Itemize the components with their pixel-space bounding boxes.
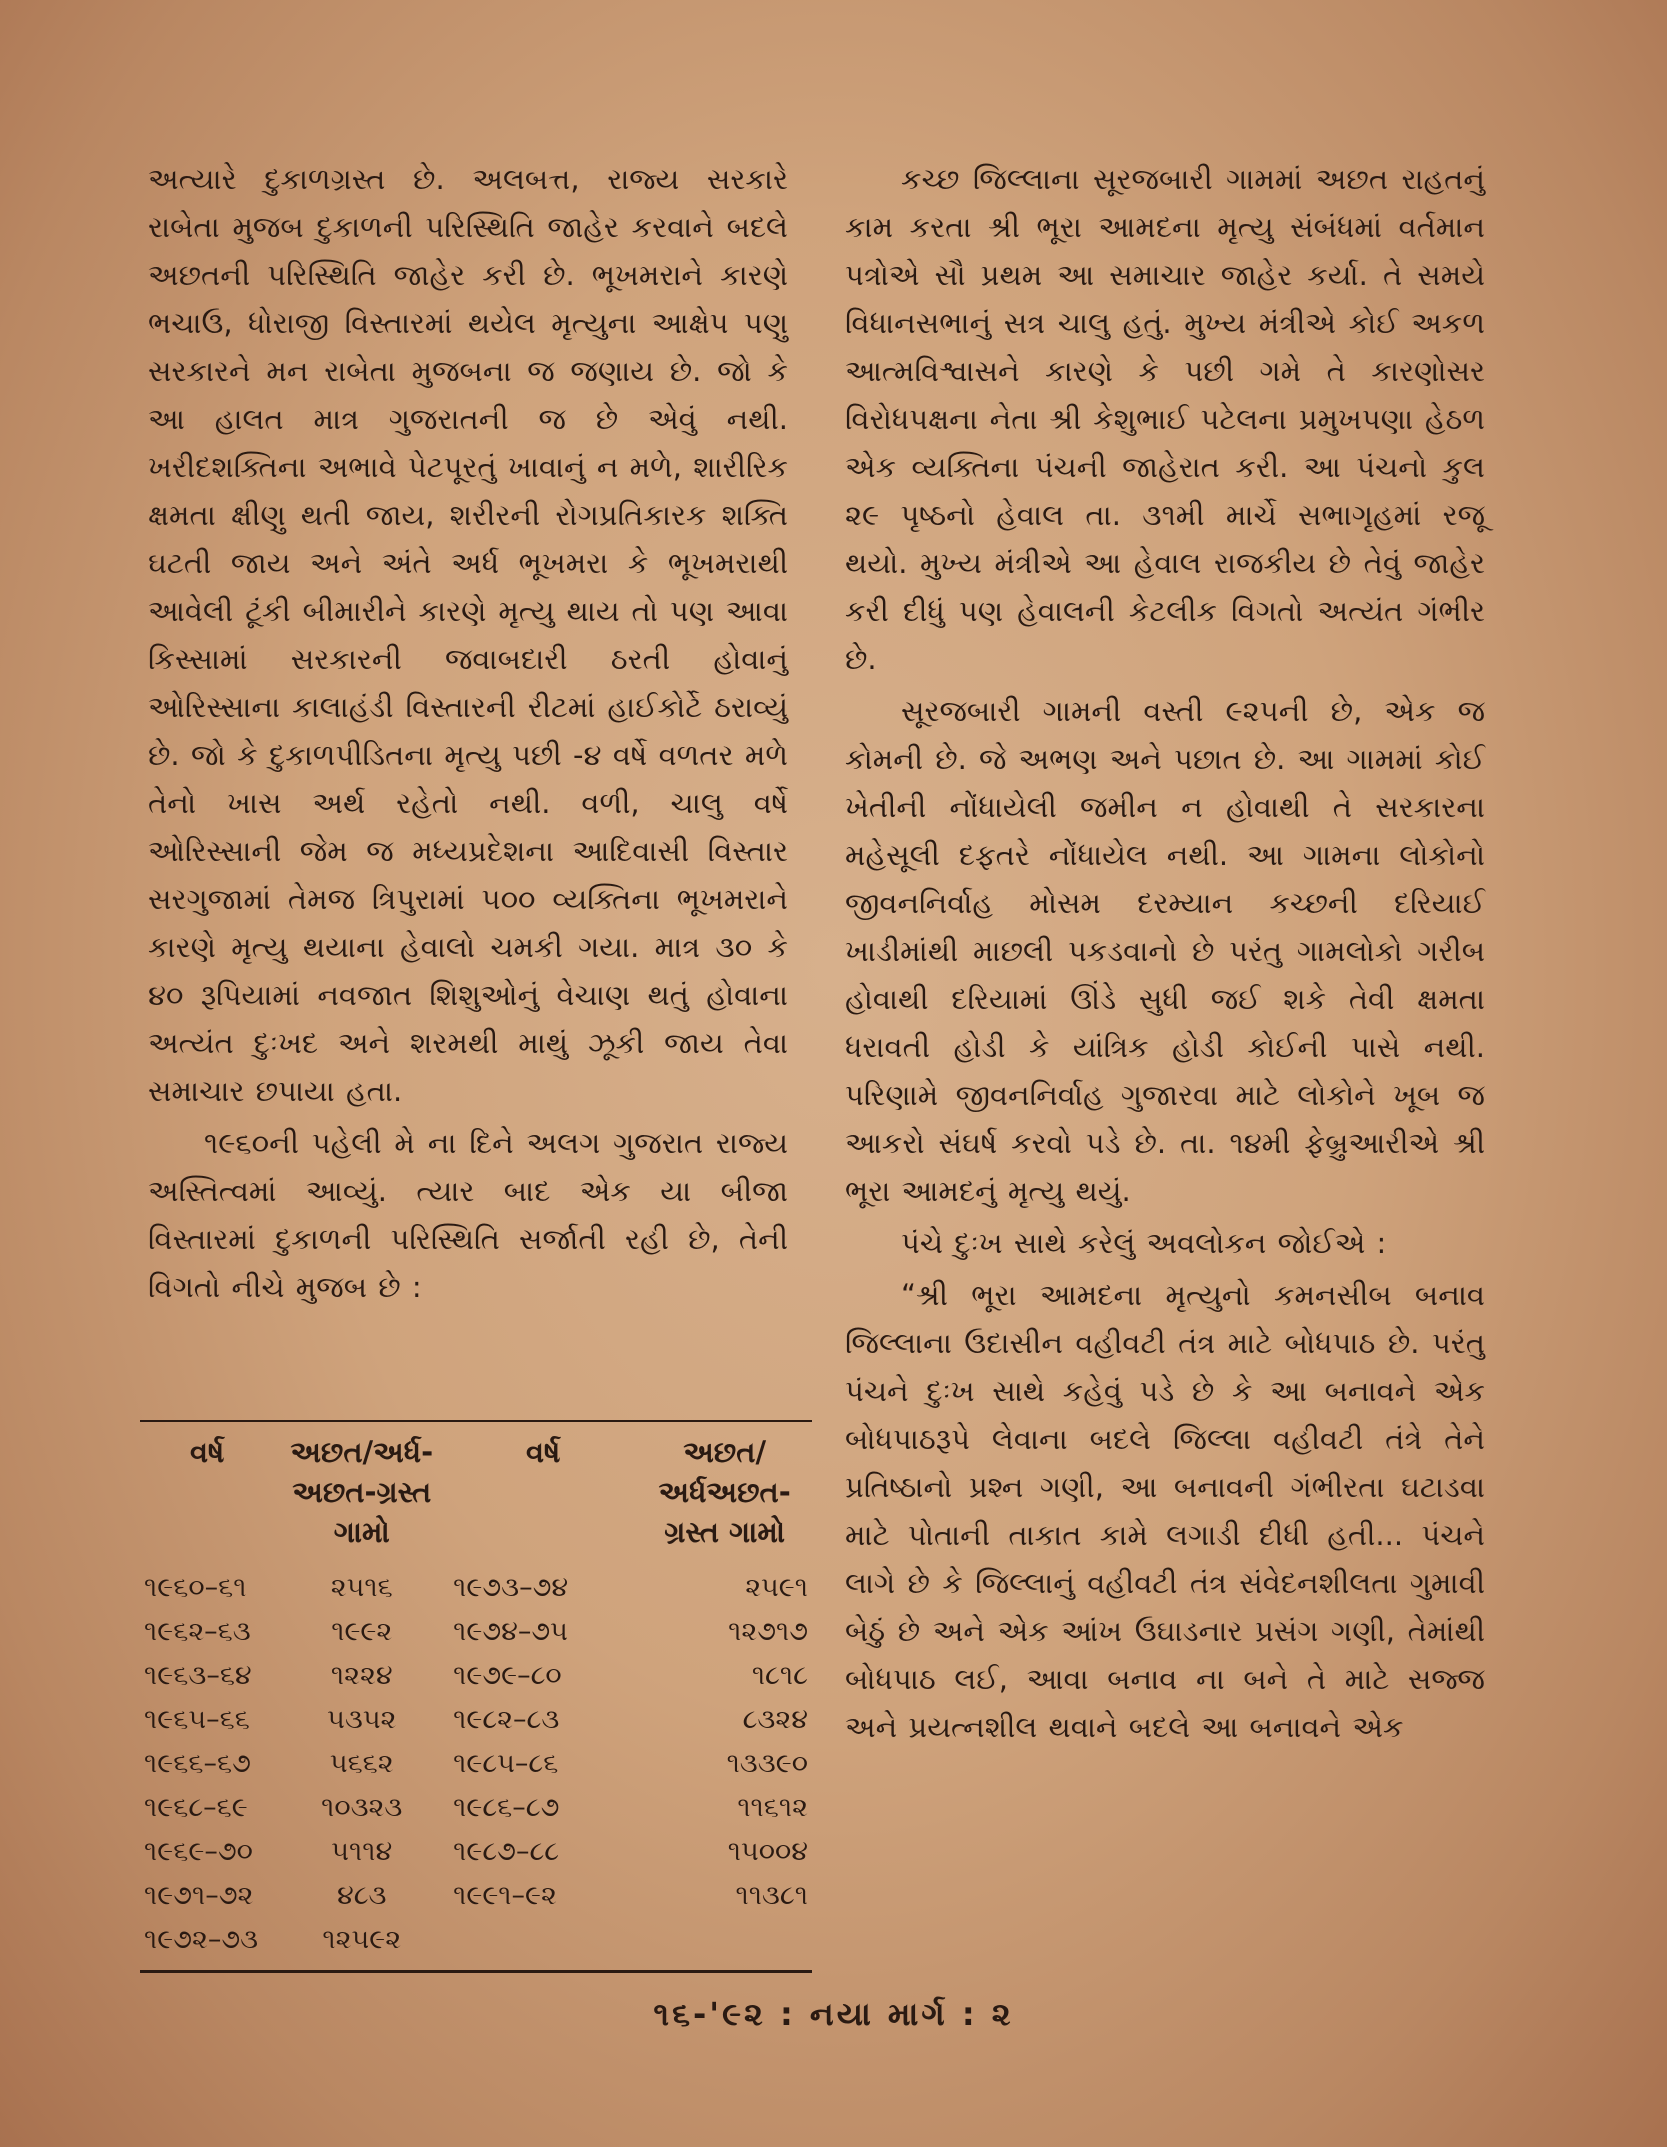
- table-row: [140, 1874, 812, 1918]
- table-cell: ૧૯૭૯–૮૦: [453, 1660, 562, 1691]
- table-cell: ૧૯૬૬–૬૭: [144, 1748, 251, 1779]
- table-row: [140, 1698, 812, 1742]
- table-row: [140, 1610, 812, 1654]
- table-cell: ૧૯૮૭–૮૮: [453, 1836, 560, 1867]
- table-cell: ૧૯૬૦–૬૧: [144, 1572, 247, 1603]
- table-cell: ૧૯૮૨–૮૩: [453, 1704, 560, 1735]
- table-cell: ૧૯૬૯–૭૦: [144, 1836, 253, 1867]
- table-cell: ૧૯૭૩–૭૪: [453, 1572, 569, 1603]
- table-row: [140, 1918, 812, 1962]
- page-footer: ૧૬-'૯૨ : નયા માર્ગ : ૨: [653, 1995, 1014, 2033]
- table-cell: ૧૯૯૨: [331, 1616, 393, 1647]
- table-cell: ૧૮૧૮: [751, 1660, 808, 1691]
- table-cell: ૧૦૩૨૩: [321, 1792, 403, 1823]
- table-cell: ૧૯૭૪–૭૫: [453, 1616, 568, 1647]
- header-villages-2: અછત/અર્ધઅછત-ગ્રસ્ત ગામો: [658, 1435, 791, 1549]
- table-cell: ૧૯૬૫–૬૬: [144, 1704, 250, 1735]
- table-cell: ૧૧૬૧૨: [737, 1792, 808, 1823]
- header-villages-1: અછત/અર્ધ-અછત-ગ્રસ્ત ગામો: [290, 1435, 434, 1549]
- table-cell: [637, 1918, 812, 1962]
- table-bottom-rule: [140, 1970, 812, 1973]
- famine-villages-table: [140, 1420, 812, 1973]
- header-year-2: વર્ષ: [526, 1435, 561, 1469]
- table-cell: ૧૯૮૫–૮૬: [453, 1748, 559, 1779]
- table-cell: ૧૨૫૯૨: [322, 1924, 402, 1955]
- table-row: [140, 1742, 812, 1786]
- table-cell: ૧૧૩૮૧: [735, 1880, 808, 1911]
- right-column: [845, 155, 1485, 1755]
- table-cell: ૪૮૩: [336, 1880, 387, 1911]
- table-row: [140, 1830, 812, 1874]
- table-cell: ૨૫૯૧: [745, 1572, 808, 1603]
- table-row: [140, 1566, 812, 1610]
- table-row: [140, 1786, 812, 1830]
- table-cell: ૧૯૬૨–૬૩: [144, 1616, 251, 1647]
- table-header-row: [140, 1432, 812, 1566]
- table-top-rule: [140, 1420, 812, 1422]
- left-paragraph-1: અત્યારે દુકાળગ્રસ્ત છે. અલબત્ત, રાજ્ય સરકારે રાબેતા મુજબ દુકાળની પરિસ્થિતિ જાહેર કરવાને બદલે અછતની પરિસ્થિતિ જાહેર કરી છે. ભૂખમરાને કારણે ભચાઉ, ધોરાજી વિસ્તારમાં થયેલ મૃત્યુના આક્ષેપ પણુ સરકારને મન રાબેતા મુજબના જ જણાય છે. જો કે આ હાલત માત્ર ગુજરાતની જ છે એવું નથી. ખરીદશક્તિના અભાવે પેટપૂરતું ખાવાનું ન મળે, શારીરિક ક્ષમતા ક્ષીણુ થતી જાય, શરીરની રોગપ્રતિકારક શક્તિ ઘટતી જાય અને અંતે અર્ધ ભૂખમરા કે ભૂખમરાથી આવેલી ટૂંકી બીમારીને કારણે મૃત્યુ થાય તો પણ આવા કિસ્સામાં સરકારની જવાબદારી ઠરતી હોવાનું ઓરિસ્સાના કાલાહંડી વિસ્તારની રીટમાં હાઈકોર્ટે ઠરાવ્યું છે. જો કે દુકાળપીડિતના મૃત્યુ પછી -૪ વર્ષે વળતર મળે તેનો ખાસ અર્થ રહેતો નથી. વળી, ચાલુ વર્ષે ઓરિસ્સાની જેમ જ મધ્યપ્રદેશના આદિવાસી વિસ્તાર સરગુજામાં તેમજ ત્રિપુરામાં ૫૦૦ વ્યક્તિના ભૂખમરાને કારણે મૃત્યુ થયાના હેવાલો ચમકી ગયા. માત્ર ૩૦ કે ૪૦ રૂપિયામાં નવજાત શિશુઓનું વેચાણ થતું હોવાના અત્યંત દુઃખદ અને શરમથી માથું ઝૂકી જાય તેવા સમાચાર છપાયા હતા.: [148, 162, 788, 1108]
- table-cell: ૧૫૦૦૪: [727, 1836, 808, 1867]
- right-paragraph-4: “શ્રી ભૂરા આમદના મૃત્યુનો કમનસીબ બનાવ જિલ્લાના ઉદાસીન વહીવટી તંત્ર માટે બોધપાઠ છે. પરંતુ પંચને દુઃખ સાથે કહેવું પડે છે કે આ બનાવને એક બોધપાઠરૂપે લેવાના બદલે જિલ્લા વહીવટી તંત્રે તેને પ્રતિષ્ઠાનો પ્રશ્ન ગણી, આ બનાવની ગંભીરતા ઘટાડવા માટે પોતાની તાકાત કામે લગાડી દીધી હતી... પંચને લાગે છે કે જિલ્લાનું વહીવટી તંત્ર સંવેદનશીલતા ગુમાવી બેઠું છે અને એક આંખ ઉઘાડનાર પ્રસંગ ગણી, તેમાંથી બોધપાઠ લઈ, આવા બનાવ ના બને તે માટે સજ્જ અને પ્રયત્નશીલ થવાને બદલે આ બનાવને એક: [845, 1278, 1485, 1744]
- right-paragraph-2: સૂરજબારી ગામની વસ્તી ૯૨૫ની છે, એક જ કોમની છે. જે અભણ અને પછાત છે. આ ગામમાં કોઈ ખેતીની નોંધાયેલી જમીન ન હોવાથી તે સરકારના મહેસૂલી દફતરે નોંધાયેલ નથી. આ ગામના લોકોનો જીવનનિર્વાહ મોસમ દરમ્યાન કચ્છની દરિયાઈ ખાડીમાંથી માછલી પકડવાનો છે પરંતુ ગામલોકો ગરીબ હોવાથી દરિયામાં ઊંડે સુધી જઈ શકે તેવી ક્ષમતા ધરાવતી હોડી કે યાંત્રિક હોડી કોઈની પાસે નથી. પરિણામે જીવનનિર્વાહ ગુજારવા માટે લોકોને ખૂબ જ આકરો સંઘર્ષ કરવો પડે છે. તા. ૧૪મી ફેબ્રુઆરીએ શ્રી ભૂરા આમદનું મૃત્યુ થયું.: [845, 694, 1485, 1208]
- table-cell: ૧૯૯૧–૯૨: [453, 1880, 557, 1911]
- right-paragraph-3: પંચે દુઃખ સાથે કરેલું અવલોકન જોઈએ :: [901, 1226, 1387, 1260]
- table-cell: [449, 1918, 637, 1962]
- right-paragraph-1: કચ્છ જિલ્લાના સૂરજબારી ગામમાં અછત રાહતનું કામ કરતા શ્રી ભૂરા આમદના મૃત્યુ સંબંધમાં વર્તમાન પત્રોએ સૌ પ્રથમ આ સમાચાર જાહેર કર્યા. તે સમયે વિધાનસભાનું સત્ર ચાલુ હતું. મુખ્ય મંત્રીએ કોઈ અકળ આત્મવિશ્વાસને કારણે કે પછી ગમે તે કારણોસર વિરોધપક્ષના નેતા શ્રી કેશુભાઈ પટેલના પ્રમુખપણા હેઠળ એક વ્યક્તિના પંચની જાહેરાત કરી. આ પંચનો કુલ ૨૯ પૃષ્ઠનો હેવાલ તા. ૩૧મી માર્ચે સભાગૃહમાં રજૂ થયો. મુખ્ય મંત્રીએ આ હેવાલ રાજકીય છે તેવું જાહેર કરી દીધું પણ હેવાલની કેટલીક વિગતો અત્યંત ગંભીર છે.: [845, 162, 1485, 676]
- table-cell: ૮૩૨૪: [742, 1704, 808, 1735]
- left-paragraph-2: ૧૯૬૦ની પહેલી મે ના દિને અલગ ગુજરાત રાજ્ય અસ્તિત્વમાં આવ્યું. ત્યાર બાદ એક યા બીજા વિસ્તારમાં દુકાળની પરિસ્થિતિ સર્જાતી રહી છે, તેની વિગતો નીચે મુજબ છે :: [148, 1126, 788, 1304]
- table-cell: ૧૩૩૯૦: [726, 1748, 808, 1779]
- table-cell: ૧૨૭૧૭: [728, 1616, 808, 1647]
- table-cell: ૧૯૮૬–૮૭: [453, 1792, 560, 1823]
- table-cell: ૨૫૧૬: [330, 1572, 393, 1603]
- table-cell: ૧૯૬૩–૬૪: [144, 1660, 252, 1691]
- table-cell: ૧૯૬૮–૬૯: [144, 1792, 248, 1823]
- table-cell: ૧૯૭૨–૭૩: [144, 1924, 259, 1955]
- left-column: [148, 155, 788, 1315]
- table-row: [140, 1654, 812, 1698]
- table-cell: ૧૯૭૧–૭૨: [144, 1880, 254, 1911]
- header-year-1: વર્ષ: [190, 1435, 225, 1469]
- table-cell: ૫૧૧૪: [331, 1836, 393, 1867]
- table-cell: ૧૨૨૪: [330, 1660, 393, 1691]
- table-cell: ૫૬૬૨: [329, 1748, 394, 1779]
- famine-table: [140, 1432, 812, 1962]
- table-cell: ૫૩૫૨: [327, 1704, 397, 1735]
